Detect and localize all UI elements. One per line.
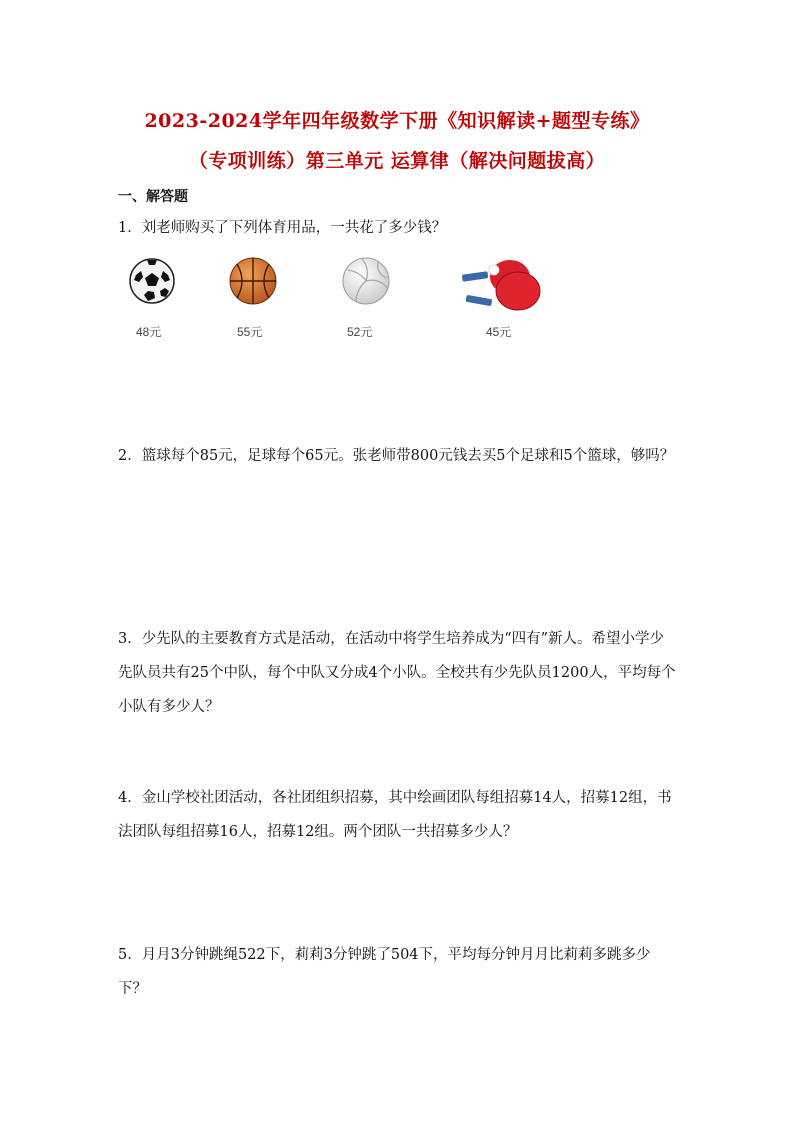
soccer-ball-icon — [128, 257, 176, 305]
ping-pong-paddles-item — [460, 257, 542, 317]
document-title-line-2: （专项训练）第三单元 运算律（解决问题拔高） — [188, 150, 606, 172]
section-heading: 一、解答题 — [118, 189, 188, 205]
basketball-icon — [227, 256, 279, 306]
price-label: 55元 — [237, 325, 263, 339]
question-2: 2．篮球每个85元，足球每个65元。张老师带800元钱去买5个足球和5个篮球，够吗？ — [118, 448, 675, 464]
question-1: 1．刘老师购买了下列体育用品，一共花了多少钱？ — [118, 220, 447, 236]
question-5: 5．月月3分钟跳绳522下，莉莉3分钟跳了504下，平均每分钟月月比莉莉多跳多少下？ — [118, 947, 651, 997]
price-label: 52元 — [347, 325, 373, 339]
soccer-ball-item — [128, 257, 176, 309]
ping-pong-paddles-icon — [460, 257, 542, 313]
question-3: 3．少先队的主要教育方式是活动，在活动中将学生培养成为“四有”新人。希望小学少先队员共有25个中队，每个中队又分成4个小队。全校共有少先队员1200人，平均每个小队有多少人？ — [118, 631, 676, 715]
volleyball-item — [340, 256, 392, 310]
price-label: 45元 — [486, 325, 512, 339]
price-label: 48元 — [136, 325, 162, 339]
question-4: 4．金山学校社团活动，各社团组织招募，其中绘画团队每组招募14人，招募12组，书法团队每组招募16人，招募12组。两个团队一共招募多少人？ — [118, 790, 672, 840]
basketball-item — [227, 256, 279, 310]
volleyball-icon — [340, 256, 392, 306]
document-title-line-1: 2023-2024学年四年级数学下册《知识解读+题型专练》 — [144, 110, 650, 132]
